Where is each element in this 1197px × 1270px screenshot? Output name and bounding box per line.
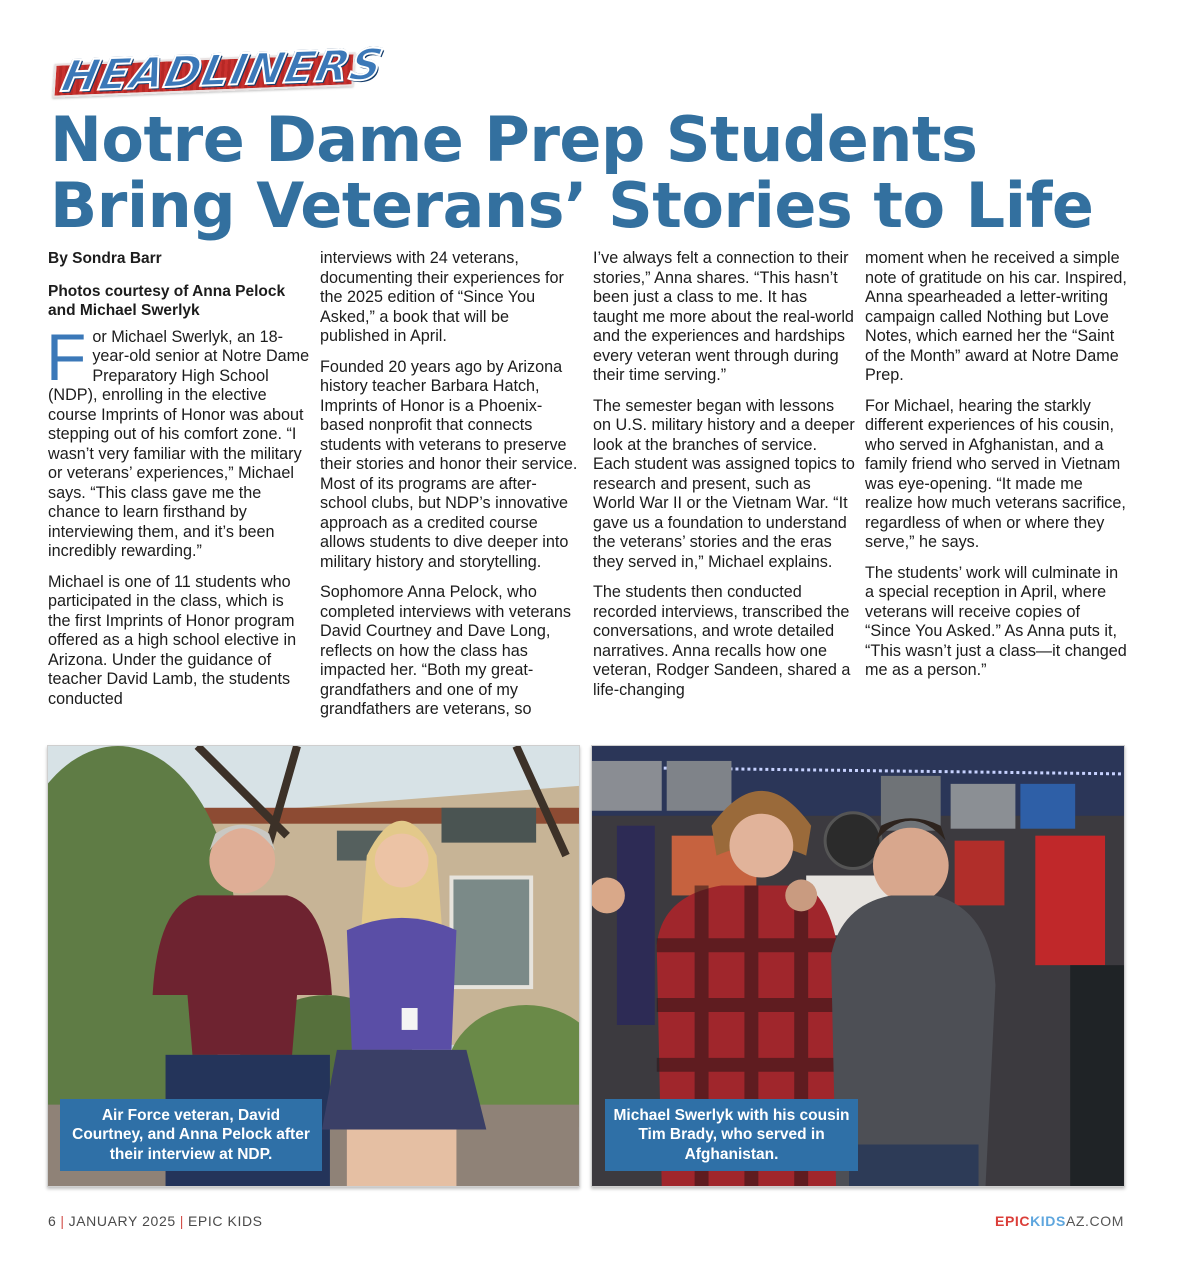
photo-student-and-cousin [591, 745, 1125, 1187]
page-footer-info [48, 1213, 263, 1229]
paragraph-text: or Michael Swerlyk, an 18-year-old senior at Notre Dame Preparatory High School (NDP), enrolling in the elective course Imprints of Honor was about stepping out of his comfort zone. “I wasn’t very familiar with the military or veterans’ experiences,” Michael says. “This class gave me the chance to learn firsthand by interviewing them, and it’s been incredibly rewarding.” [48, 327, 310, 560]
site-domain: AZ.COM [1065, 1213, 1124, 1229]
page-number: 6 [48, 1213, 57, 1229]
drop-cap: F [46, 319, 87, 394]
article-column-4 [865, 249, 1127, 692]
article-paragraph: For Michael, hearing the starkly different experiences of his cousin, who served in Afghanistan, and a family friend who served in Vietnam was eye-opening. “It made me realize how much veterans sacrifice, regardless of when or where they serve,” he says. [865, 396, 1126, 551]
article-column-3 [593, 249, 855, 711]
article-column-1 [48, 249, 310, 720]
article-paragraph [46, 319, 310, 562]
byline: By Sondra Barr [48, 250, 162, 267]
site-kids: KIDS [1030, 1213, 1066, 1229]
section-banner [48, 39, 388, 103]
photo-caption: Michael Swerlyk with his cousin Tim Brady, who served in Afghanistan. [605, 1099, 858, 1172]
article-headline [50, 103, 1150, 242]
article-paragraph: I’ve always felt a connection to their stories,” Anna shares. “This hasn’t been just a class to me. It has taught me more about the real-world and the experiences and hardships every veteran went through during their time serving.” [593, 249, 854, 384]
site-epic: EPIC [995, 1213, 1031, 1229]
footer-separator: | [60, 1213, 65, 1229]
article-paragraph: moment when he received a simple note of gratitude on his car. Inspired, Anna spearheaded a letter-writing campaign called Nothing but Love Notes, which earned her the “Saint of the Month” award at Notre Dame Prep. [865, 249, 1127, 384]
issue-date: JANUARY 2025 [68, 1213, 176, 1229]
website-link[interactable] [995, 1213, 1124, 1229]
article-paragraph: Michael is one of 11 students who participated in the class, which is the first Imprints of Honor program offered as a high school elective in Arizona. Under the guidance of teacher David Lamb, the students conducted [48, 572, 297, 708]
banner-label: HEADLINERS [57, 39, 388, 103]
headline-line-1: Notre Dame Prep Students [50, 103, 978, 176]
photo-caption: Air Force veteran, David Courtney, and Anna Pelock after their interview at NDP. [60, 1099, 322, 1172]
footer-separator: | [179, 1213, 184, 1229]
article-paragraph: The students’ work will culminate in a special reception in April, where veterans will receive copies of “Since You Asked.” As Anna puts it, “This wasn’t just a class—it changed me as a person.” [865, 563, 1127, 679]
article-paragraph: Sophomore Anna Pelock, who completed interviews with veterans David Courtney and Dave Long, reflects on how the class has impacted her. “Both my great-grandfathers and one of my grandfathers are veterans, so [320, 583, 572, 718]
article-paragraph: The students then conducted recorded interviews, transcribed the conversations, and wrote detailed narratives. Anna recalls how one veteran, Rodger Sandeen, shared a life-changing [593, 583, 851, 699]
article-paragraph: Founded 20 years ago by Arizona history teacher Barbara Hatch, Imprints of Honor is a Phoenix-based nonprofit that connects students with veterans to preserve their stories and honor their service. Most of its programs are after-school clubs, but NDP’s innovative approach as a credited course allows students to dive deeper into military history and storytelling. [320, 357, 578, 571]
article-paragraph: interviews with 24 veterans, documenting their experiences for the 2025 edition of “Since You Asked,” a book that will be published in April. [320, 249, 564, 345]
photo-veteran-and-student [47, 745, 580, 1187]
article-column-2 [320, 249, 582, 731]
publication-name: EPIC KIDS [187, 1213, 263, 1229]
article-paragraph: The semester began with lessons on U.S. military history and a deeper look at the branches of service. Each student was assigned topics to research and present, such as World War II or the Vietnam War. “It gave us a foundation to understand the veterans’ stories and the eras they served in,” Michael explains. [593, 396, 855, 571]
photo-credit: Photos courtesy of Anna Pelock and Michael Swerlyk [48, 282, 286, 319]
headline-line-2: Bring Veterans’ Stories to Life [50, 169, 1094, 242]
